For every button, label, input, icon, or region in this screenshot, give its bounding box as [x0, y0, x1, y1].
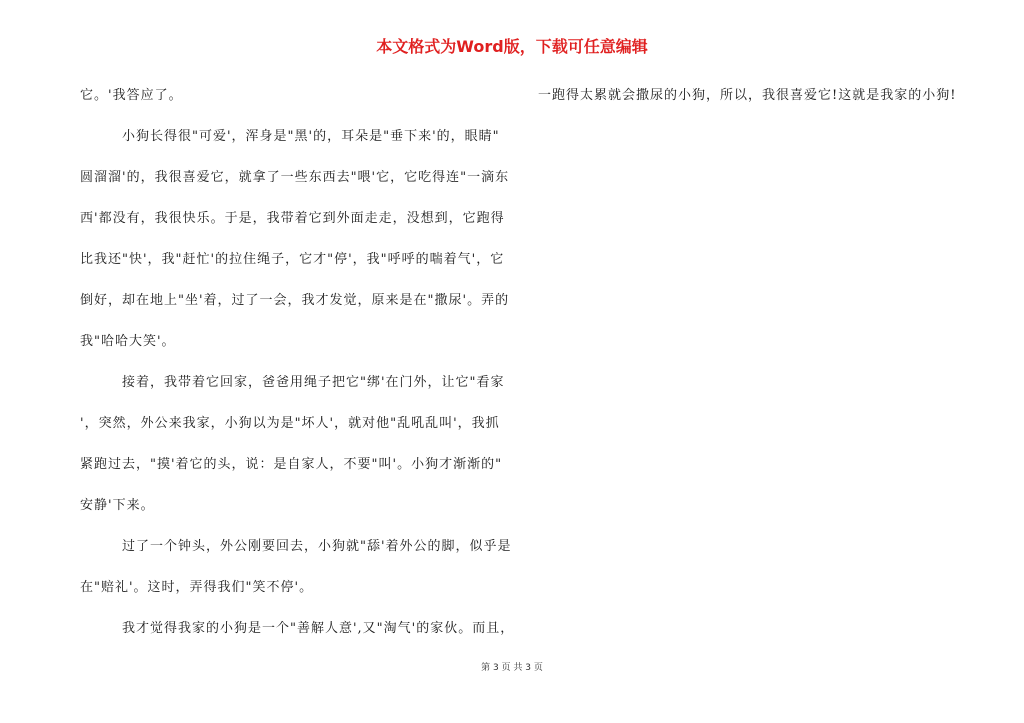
text-line: 比我还"快'，我"赶忙'的拉住绳子，它才"停'，我"呼呼的喘着气'，它 [80, 252, 505, 267]
text-line: 我"哈哈大笑'。 [80, 334, 176, 349]
document-header-banner: 本文格式为Word版，下载可任意编辑 [376, 37, 648, 56]
text-line: 一跑得太累就会撒尿的小狗，所以，我很喜爱它!这就是我家的小狗! [538, 88, 957, 103]
paragraph-start-line: 过了一个钟头，外公刚要回去，小狗就"舔'着外公的脚，似乎是 [122, 539, 512, 554]
text-line: 紧跑过去，"摸'着它的头，说：是自家人，不要"叫'。小狗才渐渐的" [80, 457, 503, 472]
text-line: 在"赔礼'。这时，弄得我们"笑不停'。 [80, 580, 314, 595]
text-line: 圆溜溜'的，我很喜爱它，就拿了一些东西去"喂'它，它吃得连"一滴东 [80, 170, 510, 185]
text-line: 西'都没有，我很快乐。于是，我带着它到外面走走，没想到，它跑得 [80, 211, 505, 226]
text-line: 安静'下来。 [80, 498, 155, 513]
text-line: 它。'我答应了。 [80, 88, 183, 103]
left-text-column [80, 82, 515, 642]
text-line: '，突然，外公来我家，小狗以为是"坏人'，就对他"乱吼乱叫'，我抓 [80, 416, 500, 431]
right-text-column [538, 82, 968, 109]
paragraph-start-line: 接着，我带着它回家，爸爸用绳子把它"绑'在门外，让它"看家 [122, 375, 505, 390]
paragraph-start-line: 我才觉得我家的小狗是一个"善解人意',又"淘气'的家伙。而且， [122, 621, 515, 636]
page-number: 第 3 页 共 3 页 [481, 663, 543, 673]
text-line: 倒好，却在地上"坐'着，过了一会，我才发觉，原来是在"撒尿'。弄的 [80, 293, 510, 308]
paragraph-start-line: 小狗长得很"可爱'，浑身是"黑'的，耳朵是"垂下来'的，眼睛" [122, 129, 500, 144]
